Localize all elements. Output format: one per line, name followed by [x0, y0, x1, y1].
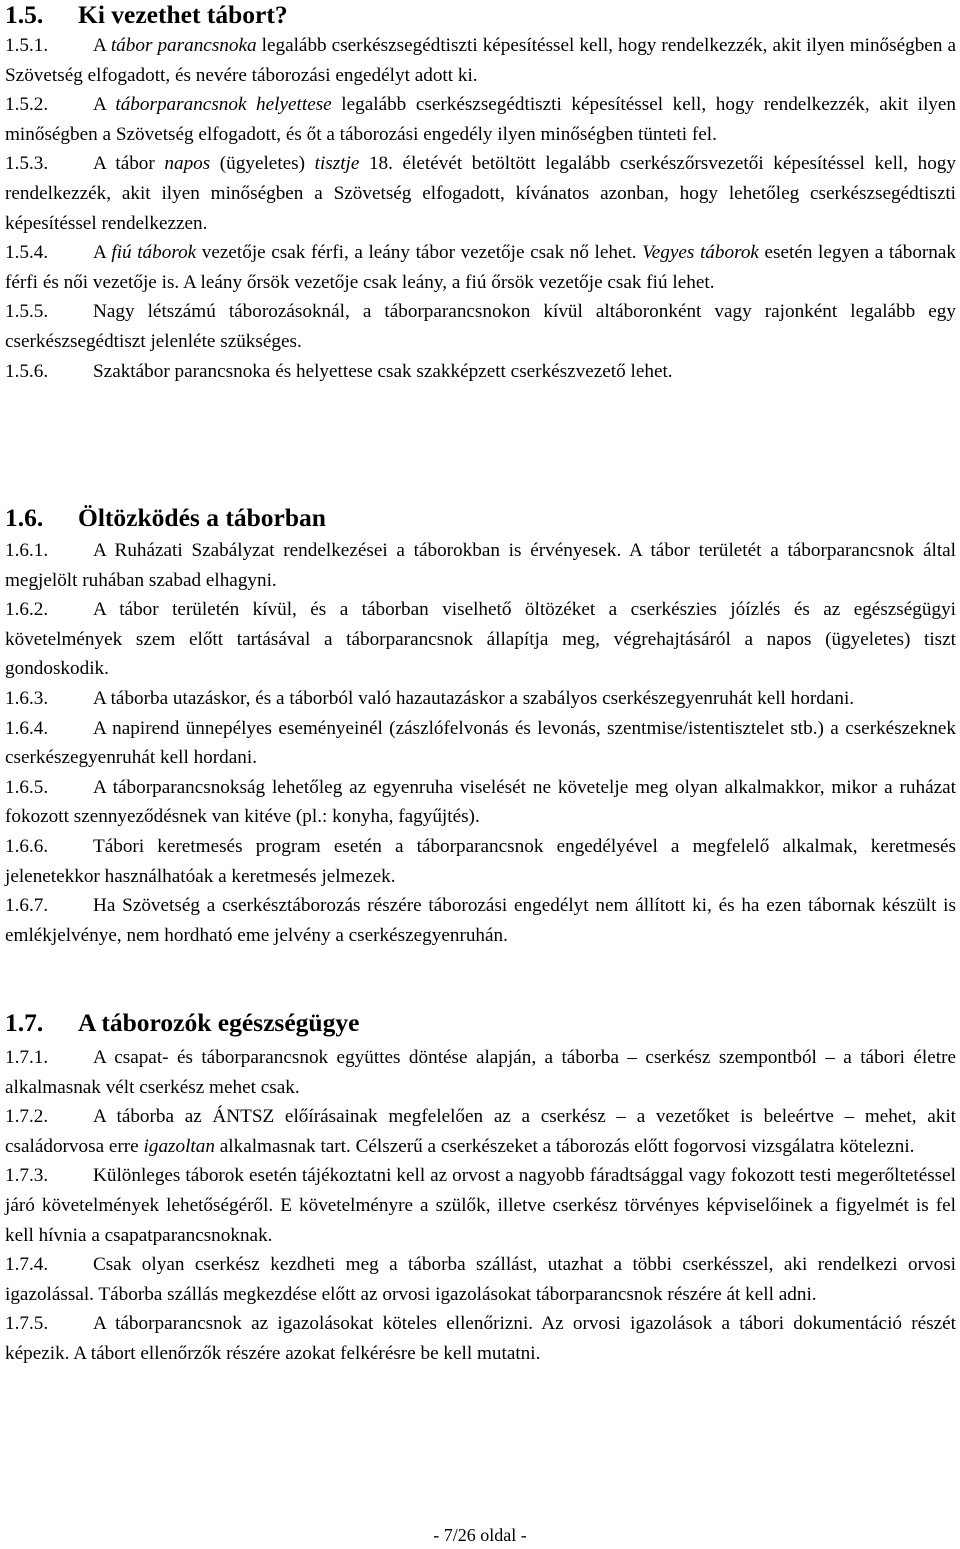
paragraph-text: esetén legyen a tábornak férfi és női vezetője is. A leány őrsök vezetője csak leány, a fiú őrsök vezetője csak fiú lehet. [5, 242, 957, 293]
paragraph-text: A táborparancsnok az igazolásokat köteles ellenőrizni. Az orvosi igazolások a tábori dokumentáció részét képezik. A tábort ellenőrzők részére azokat felkérésre be kell mutatni. [5, 1313, 956, 1364]
section-heading [5, 0, 956, 30]
section-1-6 [5, 503, 956, 946]
paragraph-text: 18. életévét betöltött legalább cserkészőrsvezetői képesítéssel kell, hogy rendelkezzék, akit ilyen minőségben a Szövetség elfogadott, kívánatos azonban, hogy lehetőleg cserkészsegédtiszti képesítéssel rendelkezzen. [5, 153, 956, 234]
paragraph-number: 1.6.1. [5, 540, 49, 561]
paragraph-text: Csak olyan cserkész kezdheti meg a táborba szállást, utazhat a többi cserkésszel, aki rendelkezi orvosi igazolással. Táborba szállás megkezdése előtt az orvosi igazolásokat táborparancsnok részére át kell adni. [5, 1254, 956, 1305]
paragraph-1-6-5 [5, 773, 956, 832]
paragraph-text: Tábori keretmesés program esetén a táborparancsnok engedélyével a megfelelő alkalmak, keretmesés jelenetekkor használhatóak a keretmesés jelmezek. [5, 835, 956, 887]
paragraph-number: 1.6.5. [5, 776, 49, 798]
paragraph-number: 1.7.2. [5, 1106, 49, 1128]
paragraph-number: 1.5.4. [5, 242, 49, 264]
paragraph-1-6-7 [5, 891, 956, 950]
paragraph-text: (ügyeletes) [210, 153, 315, 175]
paragraph-text: A [93, 94, 116, 116]
paragraph-1-6-1 [5, 536, 956, 595]
paragraph-1-5-2 [5, 90, 956, 149]
emphasized-text: tábor parancsnoka [110, 35, 257, 56]
paragraph-text: A napirend ünnepélyes eseményeinél (zászlófelvonás és levonás, szentmise/istentisztelet stb.) a cserkészeknek cserkészegyenruhát kell hordani. [5, 717, 956, 769]
section-heading [5, 503, 956, 533]
paragraph-number: 1.7.5. [5, 1313, 49, 1335]
emphasized-text: Vegyes táborok [642, 242, 759, 264]
paragraph-number: 1.6.4. [5, 717, 49, 739]
paragraph-list [5, 1043, 956, 1369]
paragraph-1-7-1 [5, 1043, 956, 1102]
paragraph-1-5-5 [5, 297, 956, 356]
paragraph-list [5, 31, 956, 386]
paragraph-text: alkalmasnak tart. Célszerű a cserkészeket a táborozás előtt fogorvosi vizsgálatra kötelezni. [214, 1135, 915, 1157]
paragraph-text: A Ruházati Szabályzat rendelkezései a táborokban is érvényesek. A tábor területét a táborparancsnok által megjelölt ruhában szabad elhagyni. [5, 540, 956, 591]
emphasized-text: napos [164, 153, 211, 175]
paragraph-text: A [93, 242, 112, 264]
paragraph-number: 1.7.1. [5, 1047, 49, 1068]
paragraph-1-5-3 [5, 149, 956, 238]
paragraph-text: legalább cserkészsegédtiszti képesítéssel kell, hogy rendelkezzék, akit ilyen minőségben a Szövetség elfogadott, és nevére táborozási engedélyt adott ki. [5, 35, 956, 86]
section-title: Ki vezethet tábort? [78, 0, 288, 29]
paragraph-1-5-4 [5, 238, 956, 297]
paragraph-text: A tábor területén kívül, és a táborban viselhető öltözéket a cserkészies jóízlés és az egészségügyi követelmények szem előtt tartásával a táborparancsnok állapítja meg, végrehajtásáról a napos (ügyeletes) tiszt gondoskodik. [5, 599, 956, 680]
paragraph-1-6-6 [5, 832, 956, 891]
paragraph-text: A tábor [93, 153, 165, 175]
paragraph-number: 1.5.5. [5, 301, 49, 323]
paragraph-text: Különleges táborok esetén tájékoztatni kell az orvost a nagyobb fáradtsággal vagy fokozott testi megerőltetéssel járó követelmények lehetőségéről. E követelményre a szülők, illetve cserkész törvényes képviselőinek a figyelmét is fel kell hívnia a csapatparancsnoknak. [5, 1165, 956, 1246]
paragraph-number: 1.6.3. [5, 687, 49, 709]
emphasized-text: tisztje [314, 153, 360, 175]
paragraph-1-7-2 [5, 1102, 956, 1161]
paragraph-text: A [93, 35, 111, 56]
paragraph-number: 1.5.1. [5, 35, 49, 56]
paragraph-1-5-1 [5, 31, 956, 90]
section-number: 1.5. [5, 0, 44, 29]
paragraph-number: 1.6.2. [5, 599, 49, 621]
paragraph-list [5, 536, 956, 950]
paragraph-number: 1.5.6. [5, 360, 49, 382]
paragraph-text: vezetője csak férfi, a leány tábor vezetője csak nő lehet. [196, 242, 643, 264]
paragraph-1-5-6 [5, 357, 956, 387]
paragraph-text: A táborba utazáskor, és a táborból való hazautazáskor a szabályos cserkészegyenruhát kell hordani. [93, 687, 855, 709]
paragraph-number: 1.6.6. [5, 835, 49, 857]
section-1-7 [5, 1008, 956, 1364]
paragraph-number: 1.5.3. [5, 153, 49, 175]
paragraph-1-7-3 [5, 1161, 956, 1250]
section-heading [5, 1008, 956, 1038]
section-title: Öltözködés a táborban [78, 503, 326, 532]
paragraph-text: A csapat- és táborparancsnok együttes döntése alapján, a táborba – cserkész szempontból – a tábori életre alkalmasnak vélt cserkész mehet csak. [5, 1047, 956, 1098]
paragraph-1-7-4 [5, 1250, 956, 1309]
paragraph-number: 1.5.2. [5, 94, 49, 116]
paragraph-1-6-3 [5, 684, 956, 714]
paragraph-1-7-5 [5, 1309, 956, 1368]
page-number: - 7/26 oldal - [433, 1525, 527, 1545]
paragraph-text: legalább cserkészsegédtiszti képesítéssel kell, hogy rendelkezzék, akit ilyen minőségben a Szövetség elfogadott, és őt a táborozási engedély ilyen minőségben tünteti fel. [5, 94, 956, 145]
paragraph-text: Nagy létszámú táborozásoknál, a táborparancsnokon kívül altáboronként vagy rajonként legalább egy cserkészsegédtiszt jelenléte szükséges. [5, 301, 956, 352]
paragraph-number: 1.7.3. [5, 1165, 49, 1187]
paragraph-text: A táborba az ÁNTSZ előírásainak megfelelően az a cserkész – a vezetőket is beleértve – mehet, akit családorvosa erre [5, 1106, 956, 1157]
emphasized-text: igazoltan [143, 1135, 215, 1157]
section-number: 1.7. [5, 1008, 44, 1037]
paragraph-number: 1.6.7. [5, 895, 49, 917]
emphasized-text: fiú táborok [111, 242, 197, 264]
paragraph-text: Szaktábor parancsnoka és helyettese csak szakképzett cserkészvezető lehet. [93, 360, 673, 382]
emphasized-text: táborparancsnok helyettese [115, 94, 332, 116]
section-1-5 [5, 0, 957, 382]
paragraph-1-6-4 [5, 714, 956, 773]
paragraph-text: A táborparancsnokság lehetőleg az egyenruha viselését ne követelje meg olyan alkalmakkor, mikor a ruházat fokozott szennyeződésnek van kitéve (pl.: konyha, fagyűjtés). [5, 776, 956, 828]
section-number: 1.6. [5, 503, 44, 532]
paragraph-number: 1.7.4. [5, 1254, 49, 1276]
section-title: A táborozók egészségügye [78, 1008, 360, 1037]
paragraph-1-6-2 [5, 595, 956, 684]
paragraph-text: Ha Szövetség a cserkésztáborozás részére táborozási engedélyt nem állított ki, és ha ezen tábornak készült is emlékjelvénye, nem hordható eme jelvény a cserkészegyenruhán. [5, 895, 956, 946]
